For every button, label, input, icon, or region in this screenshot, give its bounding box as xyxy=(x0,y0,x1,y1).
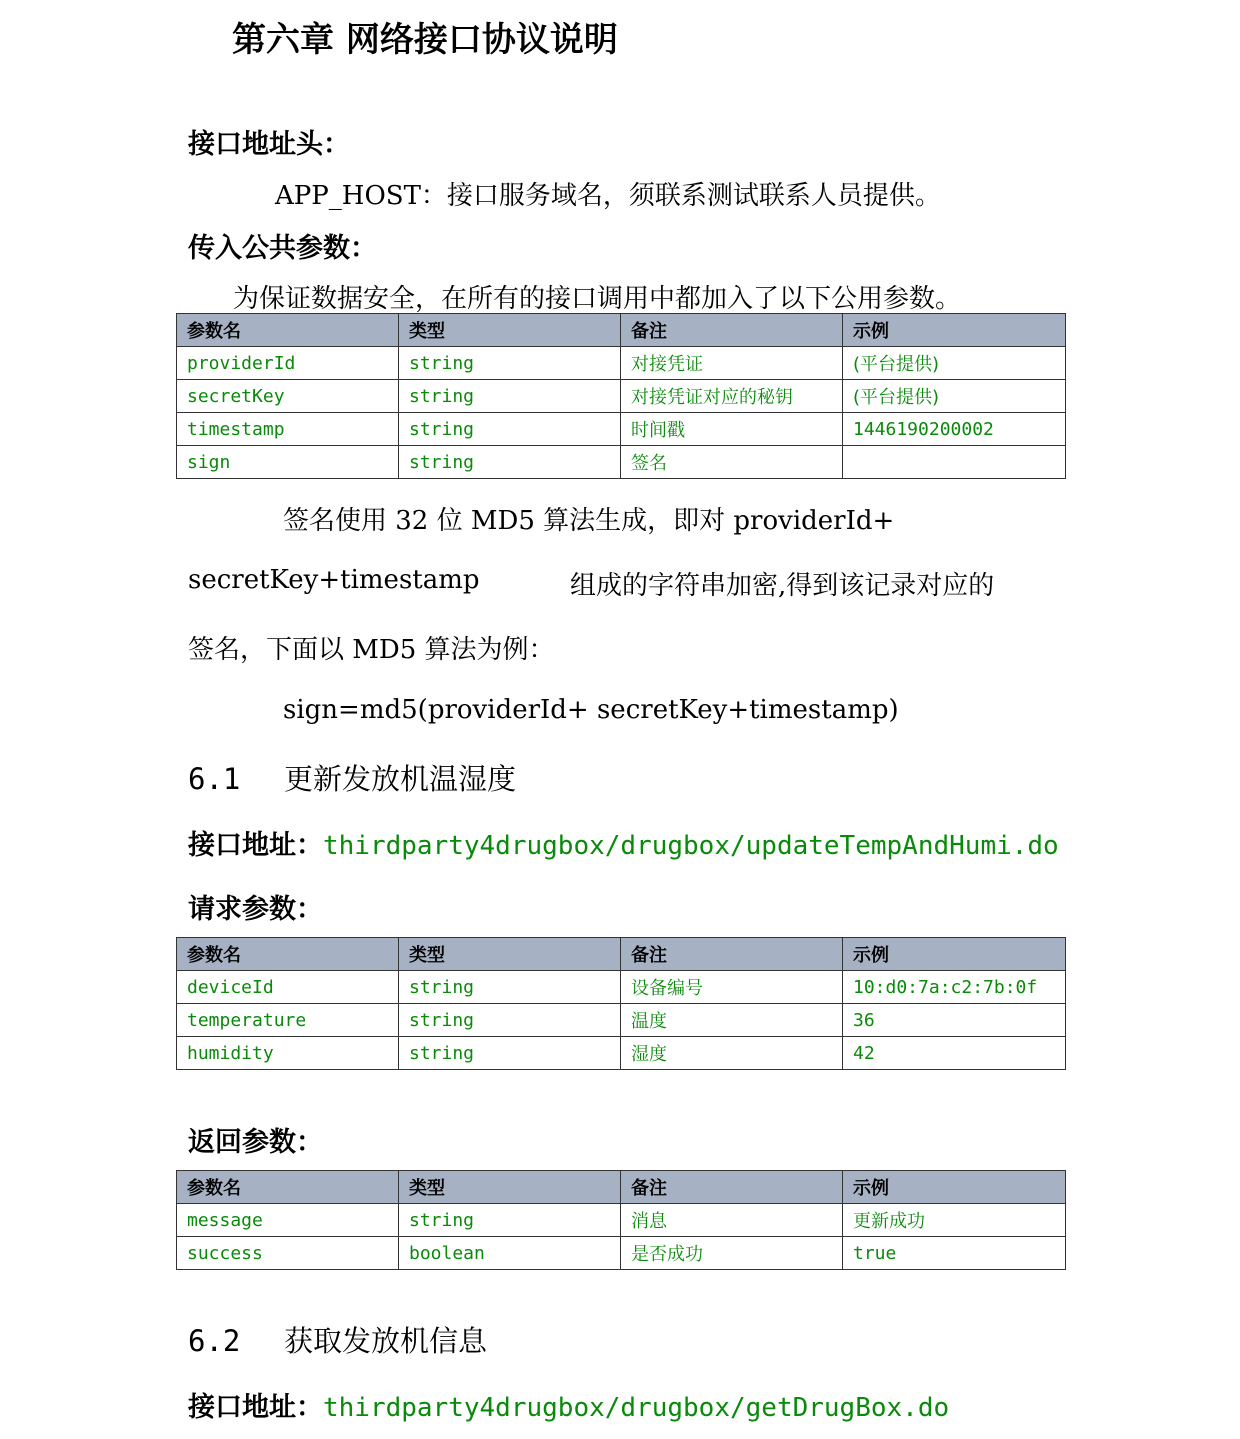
table-row xyxy=(177,971,1066,1004)
header-example: 示例 xyxy=(843,938,1066,971)
table-header-row xyxy=(177,314,1066,347)
header-example: 示例 xyxy=(843,314,1066,347)
cell-remark: 时间戳 xyxy=(621,413,843,446)
url-label: 接口地址： xyxy=(188,830,323,861)
header-remark: 备注 xyxy=(621,314,843,347)
table-header-row xyxy=(177,938,1066,971)
cell-type: string xyxy=(399,446,621,479)
header-example: 示例 xyxy=(843,1171,1066,1204)
common-params-label: 传入公共参数： xyxy=(188,233,377,264)
cell-remark: 是否成功 xyxy=(621,1237,843,1270)
sign-desc-line3: 签名，下面以 MD5 算法为例： xyxy=(188,635,555,665)
header-type: 类型 xyxy=(399,1171,621,1204)
cell-example: 10:d0:7a:c2:7b:0f xyxy=(843,971,1066,1004)
header-param-name: 参数名 xyxy=(177,938,399,971)
cell-type: string xyxy=(399,1004,621,1037)
response-params-label: 返回参数： xyxy=(188,1127,323,1158)
cell-example: (平台提供) xyxy=(843,380,1066,413)
cell-type: string xyxy=(399,413,621,446)
cell-param-name: message xyxy=(177,1204,399,1237)
table-row xyxy=(177,1004,1066,1037)
cell-remark: 湿度 xyxy=(621,1037,843,1070)
cell-example: 1446190200002 xyxy=(843,413,1066,446)
cell-remark: 设备编号 xyxy=(621,971,843,1004)
response-params-table xyxy=(176,1170,1066,1270)
host-description: APP_HOST：接口服务域名，须联系测试联系人员提供。 xyxy=(275,181,941,211)
header-param-name: 参数名 xyxy=(177,1171,399,1204)
cell-param-name: deviceId xyxy=(177,971,399,1004)
common-params-intro: 为保证数据安全，在所有的接口调用中都加入了以下公用参数。 xyxy=(233,284,962,314)
sign-desc-line2b: 组成的字符串加密,得到该记录对应的 xyxy=(570,571,995,601)
section-title: 更新发放机温湿度 xyxy=(284,762,517,796)
request-params-table xyxy=(176,937,1066,1070)
sign-desc-line2a: secretKey+timestamp xyxy=(188,565,480,595)
section-title: 获取发放机信息 xyxy=(284,1324,488,1358)
section-6-2-url-row xyxy=(188,1385,949,1424)
header-type: 类型 xyxy=(399,314,621,347)
cell-param-name: success xyxy=(177,1237,399,1270)
header-param-name: 参数名 xyxy=(177,314,399,347)
cell-remark: 温度 xyxy=(621,1004,843,1037)
api-url: thirdparty4drugbox/drugbox/updateTempAndHumi.do xyxy=(323,831,1059,861)
section-6-1-url-row xyxy=(188,823,1059,862)
cell-example: (平台提供) xyxy=(843,347,1066,380)
table-row xyxy=(177,380,1066,413)
cell-type: string xyxy=(399,971,621,1004)
cell-example: 36 xyxy=(843,1004,1066,1037)
cell-remark: 消息 xyxy=(621,1204,843,1237)
cell-type: string xyxy=(399,1037,621,1070)
table-header-row xyxy=(177,1171,1066,1204)
table-row xyxy=(177,446,1066,479)
api-url: thirdparty4drugbox/drugbox/getDrugBox.do xyxy=(323,1393,950,1423)
header-remark: 备注 xyxy=(621,938,843,971)
cell-param-name: humidity xyxy=(177,1037,399,1070)
table-row xyxy=(177,347,1066,380)
table-row xyxy=(177,413,1066,446)
chapter-title: 第六章 网络接口协议说明 xyxy=(232,20,618,60)
cell-example xyxy=(843,446,1066,479)
cell-example: true xyxy=(843,1237,1066,1270)
cell-remark: 对接凭证对应的秘钥 xyxy=(621,380,843,413)
cell-remark: 签名 xyxy=(621,446,843,479)
cell-type: string xyxy=(399,1204,621,1237)
section-number: 6.1 xyxy=(188,762,241,796)
header-type: 类型 xyxy=(399,938,621,971)
cell-type: string xyxy=(399,380,621,413)
cell-example: 42 xyxy=(843,1037,1066,1070)
host-label: 接口地址头： xyxy=(188,129,350,160)
cell-param-name: sign xyxy=(177,446,399,479)
url-label: 接口地址： xyxy=(188,1392,323,1423)
cell-example: 更新成功 xyxy=(843,1204,1066,1237)
sign-desc-line1: 签名使用 32 位 MD5 算法生成，即对 providerId+ xyxy=(283,506,895,536)
request-params-label: 请求参数： xyxy=(188,894,323,925)
cell-type: string xyxy=(399,347,621,380)
sign-formula: sign=md5(providerId+ secretKey+timestamp) xyxy=(283,695,899,725)
cell-param-name: temperature xyxy=(177,1004,399,1037)
header-remark: 备注 xyxy=(621,1171,843,1204)
cell-param-name: timestamp xyxy=(177,413,399,446)
common-params-table xyxy=(176,313,1066,479)
section-6-2-heading xyxy=(188,1319,487,1360)
table-row xyxy=(177,1237,1066,1270)
cell-type: boolean xyxy=(399,1237,621,1270)
table-row xyxy=(177,1037,1066,1070)
cell-remark: 对接凭证 xyxy=(621,347,843,380)
cell-param-name: secretKey xyxy=(177,380,399,413)
cell-param-name: providerId xyxy=(177,347,399,380)
section-number: 6.2 xyxy=(188,1324,241,1358)
table-row xyxy=(177,1204,1066,1237)
section-6-1-heading xyxy=(188,757,516,798)
